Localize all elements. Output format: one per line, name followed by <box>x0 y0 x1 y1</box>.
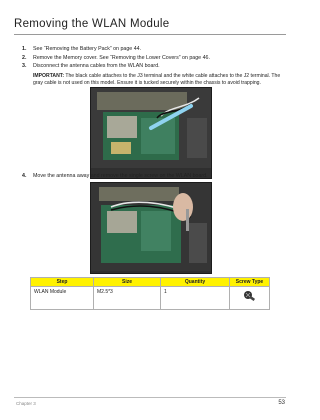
step-1-number: 1. <box>22 46 27 52</box>
screw-icon <box>243 289 257 303</box>
step-1 <box>22 46 287 55</box>
page-number: 53 <box>278 400 285 406</box>
screw-table <box>30 277 270 310</box>
table-row <box>31 287 270 310</box>
photo-remove-screw <box>90 182 212 274</box>
step-1-text: See “Removing the Battery Pack” on page 44. <box>33 46 142 52</box>
steps-list <box>22 46 287 72</box>
cell-screw-type <box>230 287 270 310</box>
important-label: IMPORTANT: <box>33 73 65 79</box>
step-4-number: 4. <box>22 173 27 179</box>
cell-step: WLAN Module <box>31 287 94 310</box>
step-4-text: Move the antenna away and remove the single screw on the WLAN board. <box>33 173 208 179</box>
step-4 <box>22 173 208 180</box>
step-2-number: 2. <box>22 54 27 61</box>
step-2 <box>22 55 287 64</box>
title-rule <box>14 34 286 35</box>
photo-2-illustration <box>91 183 211 271</box>
table-header-row <box>31 278 270 287</box>
footer-chapter: Chapter 3 <box>16 401 36 406</box>
cell-quantity: 1 <box>161 287 230 310</box>
col-size: Size <box>94 278 161 287</box>
important-text: The black cable attaches to the J3 terminal and the white cable attaches to the J2 terminal. The gray cable is not used on this model. Ensure it is tucked securely within the chassis to avoid trapping. <box>33 73 281 86</box>
important-note <box>33 73 287 87</box>
col-quantity: Quantity <box>161 278 230 287</box>
step-3 <box>22 63 287 72</box>
cell-size: M2.5*3 <box>94 287 161 310</box>
step-3-text: Disconnect the antenna cables from the WLAN board. <box>33 63 160 69</box>
photo-1-illustration <box>91 88 211 168</box>
photo-disconnect-antenna <box>90 87 212 179</box>
col-screw-type: Screw Type <box>230 278 270 287</box>
step-3-number: 3. <box>22 63 27 69</box>
page-title: Removing the WLAN Module <box>14 18 170 30</box>
footer-rule <box>14 397 286 398</box>
step-2-text: Remove the Memory cover. See “Removing the Lower Covers” on page 46. <box>33 54 210 61</box>
col-step: Step <box>31 278 94 287</box>
